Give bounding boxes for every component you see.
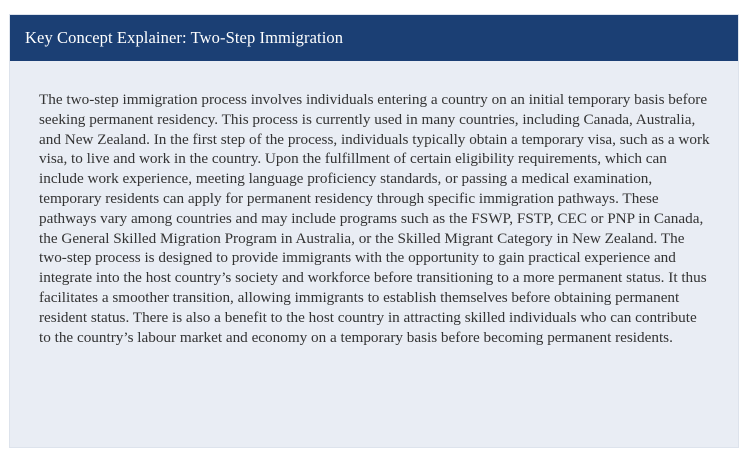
explainer-title: Key Concept Explainer: Two-Step Immigration (25, 28, 344, 47)
key-concept-explainer-box (9, 14, 739, 448)
explainer-header (10, 15, 738, 61)
explainer-body-text: The two-step immigration process involves individuals entering a country on an initial temporary basis before seeking permanent residency. This process is currently used in many countries, including Canada, Australia, and New Zealand. In the first step of the process, individuals typically obtain a temporary visa, such as a work visa, to live and work in the country. Upon the fulfillment of certain eligibility requirements, which can include work experience, meeting language proficiency standards, or passing a medical examination, temporary residents can apply for permanent residency through specific immigration pathways. These pathways vary among countries and may include programs such as the FSWP, FSTP, CEC or PNP in Canada, the General Skilled Migration Program in Australia, or the Skilled Migrant Category in New Zealand. The two-step process is designed to provide immigrants with the opportunity to gain practical experience and integrate into the host country’s society and workforce before transitioning to a more permanent status. It thus facilitates a smoother transition, allowing immigrants to establish themselves before obtaining permanent resident status. There is also a benefit to the host country in attracting skilled individuals who can contribute to the country’s labour market and economy on a temporary basis before becoming permanent residents. (39, 91, 710, 346)
